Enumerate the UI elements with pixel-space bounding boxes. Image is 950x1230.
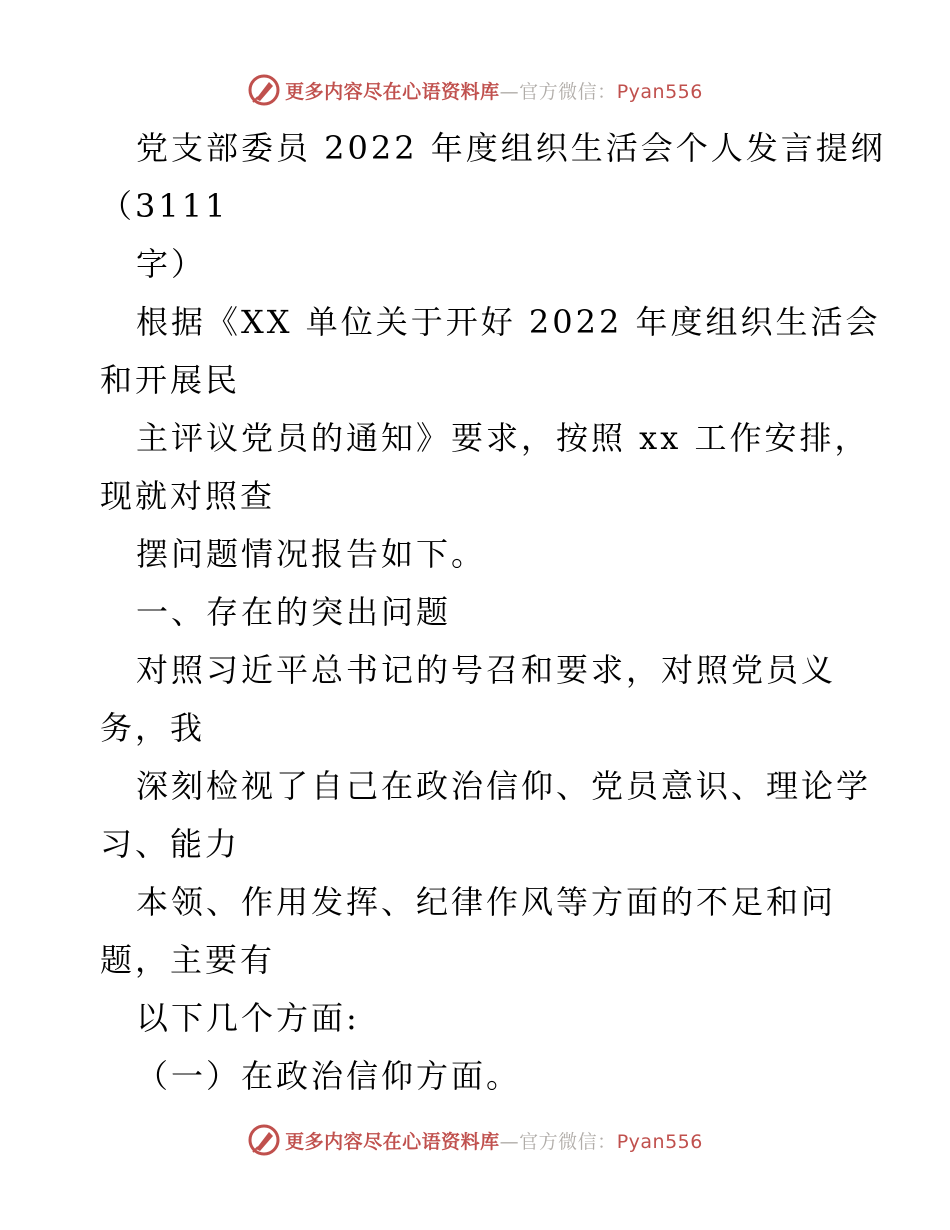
watermark-brand: 更多内容尽在心语资料库 [285, 80, 500, 103]
doc-title-line-1: 党支部委员 2022 年度组织生活会个人发言提纲 [136, 129, 886, 167]
doc-title-line-2: （3111 [100, 187, 229, 225]
header-watermark [0, 70, 950, 110]
doc-title-line-3: 字） [136, 245, 207, 283]
watermark-id: Pyan556 [616, 80, 703, 103]
doc-line: 摆问题情况报告如下。 [136, 535, 487, 573]
watermark-label: 官方微信： [519, 1130, 617, 1153]
watermark-dash: — [499, 80, 520, 103]
doc-line: 主评议党员的通知》要求，按照 xx 工作安排， [136, 419, 870, 457]
watermark-brand: 更多内容尽在心语资料库 [285, 1130, 500, 1153]
doc-line: 对照习近平总书记的号召和要求，对照党员义 [136, 651, 837, 689]
subsection-heading: （一）在政治信仰方面。 [136, 1057, 522, 1095]
doc-line: 现就对照查 [100, 477, 276, 515]
doc-line: 深刻检视了自己在政治信仰、党员意识、理论学 [136, 767, 872, 805]
footer-watermark [0, 1120, 950, 1160]
doc-line: 以下几个方面: [136, 999, 360, 1037]
watermark-label: 官方微信： [519, 80, 617, 103]
watermark-dash: — [499, 1130, 520, 1153]
doc-line: 习、能力 [100, 825, 241, 863]
watermark-id: Pyan556 [616, 1130, 703, 1153]
doc-line: 和开展民 [100, 361, 241, 399]
section-heading: 一、存在的突出问题 [136, 593, 452, 631]
pen-nib-circle-icon [247, 1123, 281, 1157]
pen-nib-circle-icon [247, 73, 281, 107]
doc-line: 务，我 [100, 709, 206, 747]
doc-line: 本领、作用发挥、纪律作风等方面的不足和问 [136, 883, 837, 921]
doc-line: 根据《XX 单位关于开好 2022 年度组织生活会 [136, 303, 881, 341]
doc-line: 题，主要有 [100, 941, 276, 979]
